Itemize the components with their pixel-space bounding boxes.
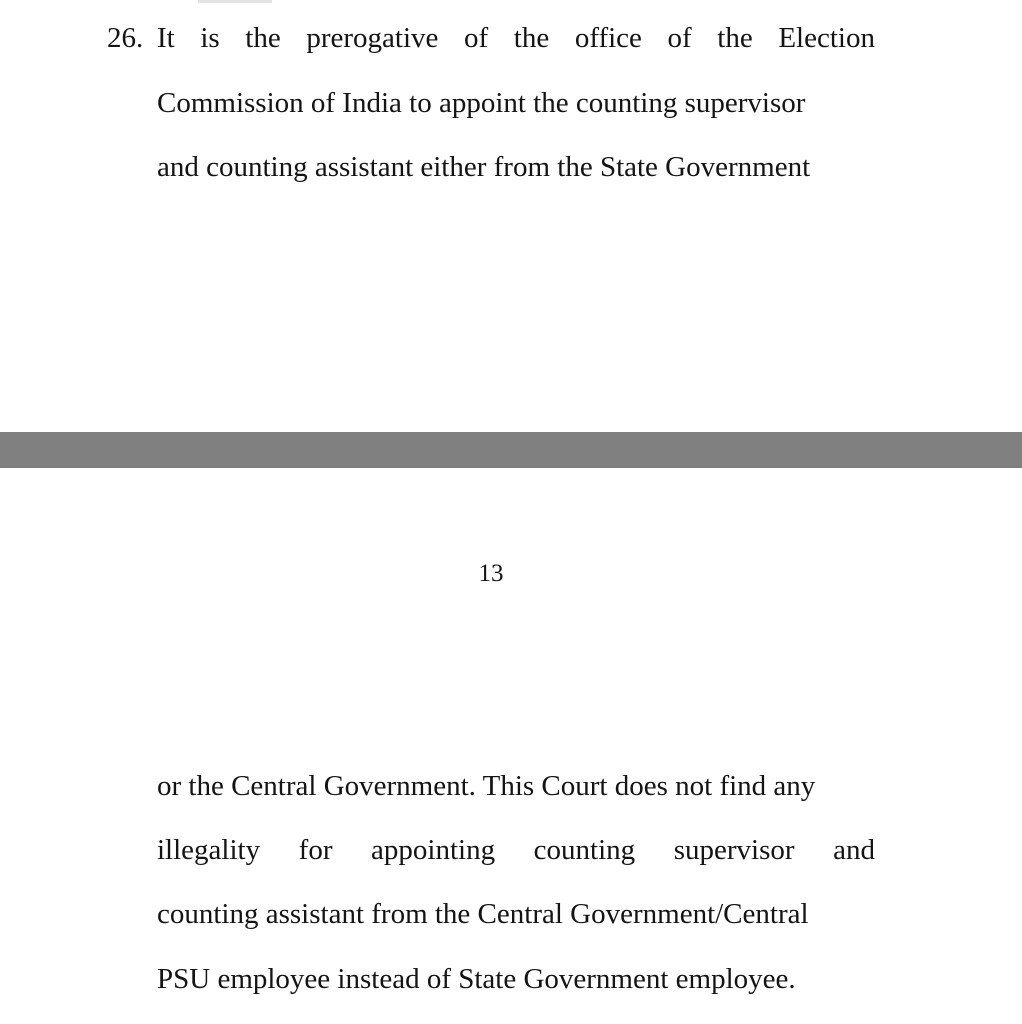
paragraph-line-5 <box>157 833 875 867</box>
paragraph-line-3: and counting assistant either from the State Government <box>157 151 811 183</box>
word: It <box>157 22 175 54</box>
word: the <box>513 22 550 54</box>
word: and <box>833 834 875 866</box>
word: office <box>574 22 642 54</box>
word: prerogative <box>306 22 439 54</box>
word: Election <box>778 22 875 54</box>
word: supervisor <box>673 834 795 866</box>
paragraph-line-7: PSU employee instead of State Government employee. <box>157 963 796 995</box>
document-page-bottom <box>0 468 1022 1024</box>
paragraph-line-4: or the Central Government. This Court does not find any <box>157 770 816 802</box>
paragraph-number: 26. <box>107 22 144 54</box>
paragraph-line-1 <box>157 21 875 55</box>
word: is <box>200 22 220 54</box>
page-number: 13 <box>478 560 504 587</box>
word: the <box>717 22 753 54</box>
paragraph-line-2: Commission of India to appoint the counting supervisor <box>157 87 806 119</box>
word: appointing <box>371 834 496 866</box>
word: the <box>245 22 281 54</box>
paragraph-line-6: counting assistant from the Central Government/Central <box>157 898 809 930</box>
word: illegality <box>157 834 261 866</box>
word: of <box>667 22 692 54</box>
document-page-top <box>0 0 1022 432</box>
page-separator <box>0 432 1022 468</box>
word: counting <box>533 834 636 866</box>
word: of <box>463 22 489 54</box>
word: for <box>298 834 333 866</box>
page-edge-mark <box>198 0 272 3</box>
